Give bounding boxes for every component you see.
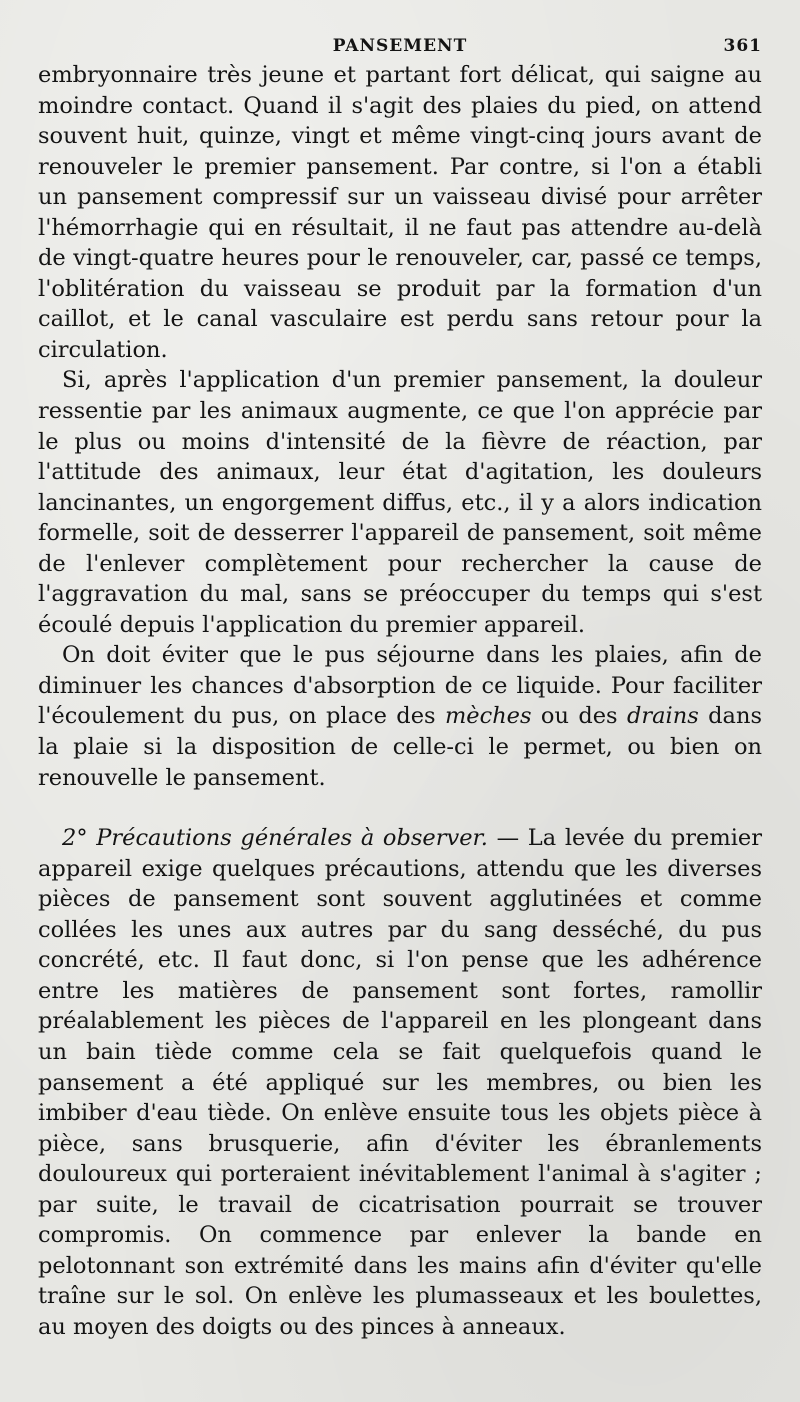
paragraph-pus-drainage: [38, 640, 762, 793]
running-title: PANSEMENT: [332, 36, 468, 56]
paragraph-3-text-a: On doit éviter que le pus séjourne dans les plaies, afin de diminuer les chances d'absorption de ce liquide. Pour faciliter l'écoulement du pus, on place des: [38, 642, 762, 730]
paragraph-general-precautions: [38, 823, 762, 1342]
section-heading: 2° Précautions générales à observer.: [62, 825, 488, 852]
term-drains: drains: [626, 703, 699, 730]
paragraph-3-text-b: ou des: [531, 703, 627, 730]
term-meches: mèches: [444, 703, 532, 730]
paragraph-3-text-c: dans la plaie si la disposition de celle-ci le permet, ou bien on renouvelle le pansement.: [38, 703, 762, 791]
paragraph-pain-after-dressing: [38, 365, 762, 640]
paragraph-2-text: Si, après l'application d'un premier pansement, la douleur ressentie par les animaux augmente, ce que l'on apprécie par le plus ou moins d'intensité de la fièvre de réaction, par l'attitude des animaux, leur état d'agitation, les douleurs lancinantes, un engorgement diffus, etc., il y a alors indication formelle, soit de desserrer l'appareil de pansement, soit même de l'enlever complètement pour rechercher la cause de l'aggravation du mal, sans se préoccuper du temps qui s'est écoulé depuis l'application du premier appareil.: [38, 367, 762, 638]
running-head: [38, 30, 762, 60]
page-number: 361: [723, 36, 762, 56]
paragraph-1-text: embryonnaire très jeune et partant fort délicat, qui saigne au moindre contact. Quand il s'agit des plaies du pied, on attend souvent huit, quinze, vingt et même vingt-cinq jours avant de renouveler le premier pansement. Par contre, si l'on a établi un pansement compressif sur un vaisseau divisé pour arrêter l'hémorrhagie qui en résultait, il ne faut pas attendre au-delà de vingt-quatre heures pour le renouveler, car, passé ce temps, l'oblitération du vaisseau se produit par la formation d'un caillot, et le canal vasculaire est perdu sans retour pour la circulation.: [38, 62, 762, 363]
paragraph-4-text: — La levée du premier appareil exige quelques précautions, attendu que les diverses pièces de pansement sont souvent agglutinées et comme collées les unes aux autres par du sang desséché, du pus concrété, etc. Il faut donc, si l'on pense que les adhérence entre les matières de pansement sont fortes, ramollir préalablement les pièces de l'appareil en les plongeant dans un bain tiède comme cela se fait quelquefois quand le pansement a été appliqué sur les membres, ou bien les imbiber d'eau tiède. On enlève ensuite tous les objets pièce à pièce, sans brusquerie, afin d'éviter les ébranlements douloureux qui porteraient inévitablement l'animal à s'agiter ; par suite, le travail de cicatrisation pourrait se trouver compromis. On commence par enlever la bande en pelotonnant son extrémité dans les mains afin d'éviter qu'elle traîne sur le sol. On enlève les plumasseaux et les boulettes, au moyen des doigts ou des pinces à anneaux.: [38, 825, 762, 1340]
paragraph-continuation: [38, 60, 762, 365]
